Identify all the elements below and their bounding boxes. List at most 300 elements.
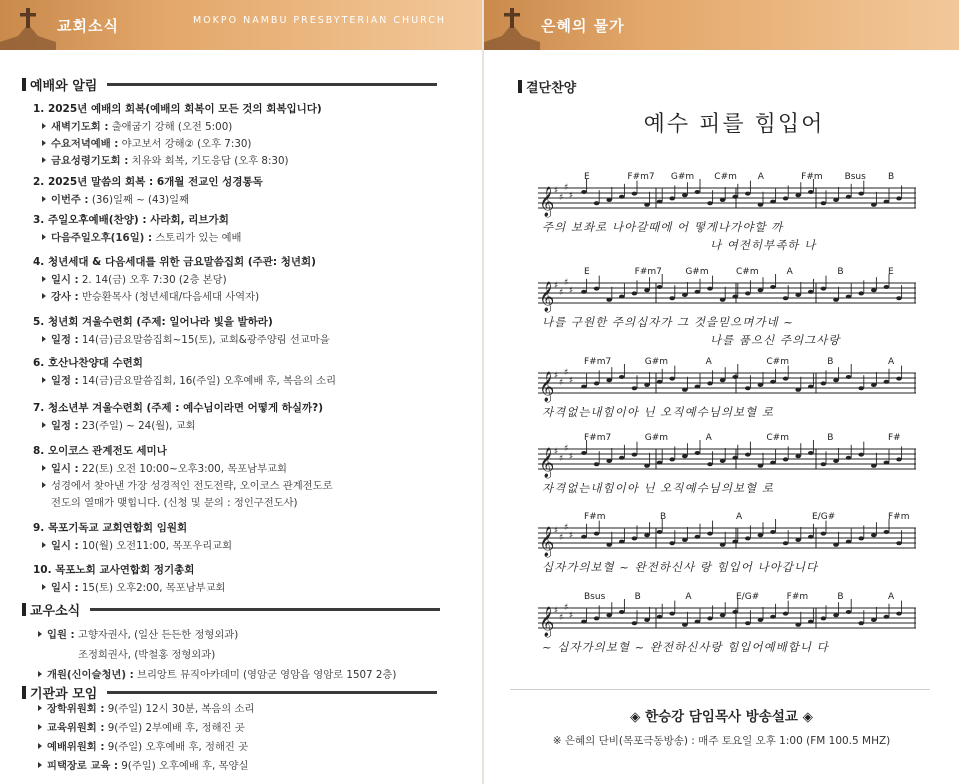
bullet-arrow-icon (42, 140, 46, 146)
note-head (758, 288, 764, 292)
note-head (594, 201, 600, 205)
note-head (657, 380, 663, 384)
note-head (821, 462, 827, 466)
sharp-icon: ♯ (554, 371, 559, 381)
note-head (644, 464, 650, 468)
note-head (707, 381, 713, 385)
note-head (858, 621, 864, 625)
sub-label: 강사 : (51, 291, 79, 303)
divider (510, 689, 930, 690)
sub-label: 일정 : (51, 334, 79, 346)
staff (538, 265, 918, 313)
sub-label: 일시 : (51, 463, 79, 475)
notice-title: 3. 주일오후예배(찬양) : 사라회, 리브가회 (33, 214, 229, 226)
sub-label: 입원 : (47, 629, 75, 641)
chord-label: A (705, 433, 712, 443)
note-head (606, 613, 612, 617)
note-head (821, 532, 827, 536)
sub-text: 반승환목사 (청년세대/다음세대 사역자) (78, 291, 260, 303)
note-head (821, 201, 827, 205)
treble-clef-icon: 𝄞 (539, 187, 555, 217)
note-head (732, 195, 738, 199)
lyric-line: 나 여전히부족하 나 (710, 238, 817, 252)
news-continued: 조정희권사, (박철홍 정형외과) (78, 649, 216, 661)
notice-title: 6. 호산나찬양대 수련회 (33, 357, 143, 369)
note-head (720, 378, 726, 382)
left-banner (0, 0, 482, 50)
bullet-arrow-icon (42, 482, 46, 488)
note-head (896, 612, 902, 616)
note-head (669, 612, 675, 616)
note-head (682, 293, 688, 297)
sharp-icon: ♯ (554, 526, 559, 536)
note-head (808, 620, 814, 624)
note-head (619, 295, 625, 299)
chord-label: E/G# (812, 512, 836, 522)
note-head (858, 192, 864, 196)
note-head (846, 610, 852, 614)
sub-text: 출애굽기 강해 (오전 5:00) (108, 121, 233, 133)
note-head (695, 451, 701, 455)
chord-label: F#m (801, 172, 823, 182)
staff (538, 170, 918, 218)
note-head (695, 290, 701, 294)
bullet-arrow-icon (42, 377, 46, 383)
notice-detail (42, 372, 336, 387)
music-system (538, 355, 918, 403)
note-head (619, 456, 625, 460)
note-head (632, 453, 638, 457)
sharp-icon: ♯ (554, 281, 559, 291)
notice-title: 5. 청년회 겨울수련회 (주제: 일어나라 빛을 발하라) (33, 316, 273, 328)
note-head (770, 615, 776, 619)
notice-detail-continued: 전도의 열매가 맺힙니다. (신청 및 문의 : 정인구전도사) (51, 497, 298, 509)
note-head (896, 541, 902, 545)
note-head (758, 203, 764, 207)
note-head (795, 623, 801, 627)
note-head (846, 540, 852, 544)
sub-label: 이번주 : (51, 194, 89, 206)
sharp-icon: ♯ (569, 376, 574, 386)
notice-detail (42, 229, 241, 244)
note-head (795, 538, 801, 542)
note-head (581, 451, 587, 455)
note-head (783, 377, 789, 381)
note-head (745, 192, 751, 196)
notice-detail (42, 477, 333, 492)
news-item (38, 626, 238, 641)
note-head (732, 375, 738, 379)
note-head (695, 620, 701, 624)
notice-title: 4. 청년세대 & 다음세대를 위한 금요말씀집회 (주관: 청년회) (33, 256, 316, 268)
note-head (871, 618, 877, 622)
note-head (871, 533, 877, 537)
note-head (833, 459, 839, 463)
note-head (783, 196, 789, 200)
section-heading-song: 결단찬양 (518, 77, 576, 96)
note-head (884, 380, 890, 384)
sub-label: 금요성령기도회 : (51, 155, 129, 167)
sharp-icon: ♯ (554, 606, 559, 616)
chord-label: G#m (670, 172, 695, 182)
sub-label: 개원(신이슬청년) : (47, 669, 134, 681)
note-head (606, 378, 612, 382)
sub-text: 22(토) 오전 10:00~오후3:00, 목포남부교회 (78, 463, 287, 475)
church-cross-icon (484, 0, 540, 50)
notice-detail (42, 417, 196, 432)
section-heading-member-news: 교우소식 (22, 600, 440, 619)
note-head (707, 287, 713, 291)
note-head (581, 290, 587, 294)
sharp-icon: ♯ (559, 288, 564, 298)
sub-label: 예배위원회 : (47, 741, 105, 753)
treble-clef-icon: 𝄞 (539, 372, 555, 402)
note-head (682, 538, 688, 542)
note-head (644, 533, 650, 537)
chord-label: B (827, 433, 834, 443)
note-head (896, 196, 902, 200)
note-head (682, 623, 688, 627)
church-cross-icon (0, 0, 56, 50)
diamond-icon: ◈ (802, 709, 814, 725)
note-head (594, 381, 600, 385)
chord-label: B (660, 512, 667, 522)
note-head (858, 453, 864, 457)
note-head (758, 464, 764, 468)
sharp-icon: ♯ (564, 183, 569, 193)
sub-text: 14(금)금요말씀집회, 16(주일) 오후예배 후, 복음의 소리 (78, 375, 337, 387)
broadcast-heading: ◈ 한승강 담임목사 방송설교 ◈ (629, 709, 814, 725)
note-head (732, 295, 738, 299)
sharp-icon: ♯ (559, 613, 564, 623)
sub-label: 일정 : (51, 375, 79, 387)
sub-text: 성경에서 찾아낸 가장 성경적인 전도전략, 오이코스 관계전도로 (51, 480, 333, 492)
note-head (783, 612, 789, 616)
note-head (644, 288, 650, 292)
note-head (632, 621, 638, 625)
bullet-arrow-icon (42, 336, 46, 342)
note-head (846, 195, 852, 199)
chord-label: A (786, 267, 793, 277)
note-head (619, 540, 625, 544)
note-head (795, 454, 801, 458)
note-head (732, 610, 738, 614)
sub-text: 2. 14(금) 오후 7:30 (2층 본당) (78, 274, 227, 286)
music-system (538, 170, 918, 218)
note-head (770, 285, 776, 289)
section-heading-worship: 예배와 알림 (22, 75, 437, 94)
banner-title: 은혜의 물가 (541, 17, 625, 35)
sharp-icon: ♯ (564, 523, 569, 533)
song-title: 예수 피를 힘입어 (643, 112, 825, 137)
notice-title: 10. 목포노회 교사연합회 정기총회 (33, 564, 195, 576)
sharp-icon: ♯ (554, 186, 559, 196)
note-head (720, 198, 726, 202)
bullet-arrow-icon (38, 671, 42, 677)
note-head (884, 615, 890, 619)
chord-label: E (888, 267, 894, 277)
note-head (606, 298, 612, 302)
note-head (821, 287, 827, 291)
music-system (538, 431, 918, 479)
sub-label: 교육위원회 : (47, 722, 105, 734)
chord-label: F#m7 (634, 267, 662, 277)
sub-label: 수요저녁예배 : (51, 138, 119, 150)
lyric-line: 나를 품으신 주의그사랑 (710, 333, 841, 347)
sub-text: 브리앙트 뮤직아카데미 (영암군 영암읍 영암로 1507 2층) (133, 669, 397, 681)
sub-text: 고향자권사, (일산 든든한 정형외과) (74, 629, 239, 641)
chord-label: F#m7 (584, 357, 612, 367)
note-head (896, 377, 902, 381)
sub-text: 9(주일) 12시 30분, 복음의 소리 (104, 703, 255, 715)
chord-label: C#m (736, 267, 759, 277)
note-head (783, 296, 789, 300)
chord-label: A (888, 357, 895, 367)
lyric-line: 나를 구원한 주의십자가 그 것을믿으며가네 ~ (542, 315, 794, 329)
note-head (657, 461, 663, 465)
note-head (846, 295, 852, 299)
sub-text: 15(토) 오후2:00, 목포남부교회 (78, 582, 226, 594)
sub-text: 23(주일) ~ 24(월), 교회 (78, 420, 196, 432)
notice-detail (42, 537, 232, 552)
note-head (619, 610, 625, 614)
notice-detail (42, 331, 330, 346)
bullet-arrow-icon (42, 234, 46, 240)
note-head (858, 291, 864, 295)
note-head (884, 285, 890, 289)
note-head (770, 461, 776, 465)
chord-label: G#m (644, 433, 669, 443)
notice-title: 9. 목포기독교 교회연합회 임원회 (33, 522, 188, 534)
right-banner (484, 0, 959, 50)
note-head (858, 536, 864, 540)
note-head (632, 291, 638, 295)
staff (538, 431, 918, 479)
note-head (732, 540, 738, 544)
note-head (770, 380, 776, 384)
note-head (644, 618, 650, 622)
note-head (594, 462, 600, 466)
treble-clef-icon: 𝄞 (539, 282, 555, 312)
chord-label: F#m (786, 592, 809, 602)
sharp-icon: ♯ (569, 452, 574, 462)
sharp-icon: ♯ (559, 193, 564, 203)
bullet-arrow-icon (38, 705, 42, 711)
note-head (871, 383, 877, 387)
notice-detail (42, 271, 227, 286)
note-head (619, 375, 625, 379)
treble-clef-icon: 𝄞 (539, 448, 555, 478)
sub-text: 10(월) 오전11:00, 목포우리교회 (78, 540, 233, 552)
meeting-item (38, 738, 248, 753)
note-head (821, 616, 827, 620)
note-head (783, 457, 789, 461)
sub-text: 9(주일) 오후예배 후, 정해진 곳 (104, 741, 249, 753)
note-head (833, 543, 839, 547)
note-head (581, 620, 587, 624)
sub-label: 일시 : (51, 540, 79, 552)
note-head (871, 288, 877, 292)
note-head (669, 196, 675, 200)
sub-label: 다음주일오후(16일) : (51, 232, 153, 244)
chord-label: F#m7 (584, 433, 612, 443)
sub-text: (36)일째 ~ (43)일째 (88, 194, 190, 206)
notice-title: 1. 2025년 예배의 회복(예배의 회복이 모든 것의 회복입니다) (33, 103, 322, 115)
notice-detail (42, 118, 232, 133)
notice-title: 2. 2025년 말씀의 회복 : 6개월 전교인 성경통독 (33, 176, 263, 188)
bullet-arrow-icon (42, 196, 46, 202)
note-head (581, 190, 587, 194)
sub-label: 일정 : (51, 420, 79, 432)
sharp-icon: ♯ (569, 191, 574, 201)
meeting-item (38, 757, 248, 772)
meeting-item (38, 700, 254, 715)
note-head (858, 386, 864, 390)
staff (538, 590, 918, 638)
chord-label: B (827, 357, 834, 367)
note-head (745, 453, 751, 457)
bullet-arrow-icon (38, 762, 42, 768)
sub-text: 스토리가 있는 예배 (152, 232, 242, 244)
lyric-line: ~ 십자가의보혈 ~ 완전하신사랑 힘입어예배합니 다 (542, 640, 829, 654)
bullet-arrow-icon (38, 631, 42, 637)
note-head (896, 457, 902, 461)
lyric-line: 자격없는내힘이아 닌 오직예수님의보혈 로 (542, 405, 774, 419)
note-head (846, 375, 852, 379)
chord-label: B (837, 592, 844, 602)
note-head (783, 541, 789, 545)
music-system (538, 510, 918, 558)
sharp-icon: ♯ (559, 533, 564, 543)
chord-label: G#m (685, 267, 709, 277)
music-system (538, 590, 918, 638)
note-head (682, 388, 688, 392)
notice-title: 8. 오이코스 관계전도 세미나 (33, 445, 167, 457)
note-head (594, 532, 600, 536)
note-head (644, 203, 650, 207)
note-head (594, 287, 600, 291)
chord-label: F#m7 (627, 172, 655, 182)
section-heading-meetings: 기관과 모임 (22, 683, 437, 702)
note-head (745, 621, 751, 625)
sharp-icon: ♯ (569, 286, 574, 296)
note-head (594, 616, 600, 620)
bullet-arrow-icon (42, 465, 46, 471)
note-head (833, 298, 839, 302)
chord-label: A (757, 172, 764, 182)
note-head (884, 530, 890, 534)
chord-label: E (584, 172, 590, 182)
note-head (707, 532, 713, 536)
note-head (808, 535, 814, 539)
notice-detail (42, 579, 225, 594)
note-head (871, 464, 877, 468)
staff (538, 355, 918, 403)
sharp-icon: ♯ (559, 454, 564, 464)
sub-text: 9(주일) 2부예배 후, 정해진 곳 (104, 722, 245, 734)
note-head (808, 190, 814, 194)
chord-label: A (736, 512, 743, 522)
notice-detail (42, 288, 259, 303)
chord-label: Bsus (584, 592, 606, 602)
bullet-arrow-icon (38, 724, 42, 730)
bullet-arrow-icon (42, 422, 46, 428)
chord-label: C#m (766, 433, 789, 443)
note-head (581, 385, 587, 389)
note-head (606, 198, 612, 202)
chord-label: F#m (584, 512, 606, 522)
banner-subtitle: MOKPO NAMBU PRESBYTERIAN CHURCH (193, 15, 447, 26)
sub-label: 장학위원회 : (47, 703, 105, 715)
note-head (606, 543, 612, 547)
note-head (657, 615, 663, 619)
sharp-icon: ♯ (564, 368, 569, 378)
note-head (669, 541, 675, 545)
bullet-arrow-icon (42, 293, 46, 299)
treble-clef-icon: 𝄞 (539, 607, 555, 637)
staff (538, 510, 918, 558)
note-head (732, 456, 738, 460)
bullet-arrow-icon (38, 743, 42, 749)
note-head (669, 296, 675, 300)
note-head (707, 201, 713, 205)
right-page (484, 0, 959, 784)
sharp-icon: ♯ (564, 444, 569, 454)
bullet-arrow-icon (42, 584, 46, 590)
lyric-line: 십자가의보혈 ~ 완전하신사 랑 힘입어 나아갑니다 (542, 560, 819, 574)
sharp-icon: ♯ (559, 378, 564, 388)
note-head (884, 461, 890, 465)
sub-label: 일시 : (51, 582, 79, 594)
notice-detail (42, 152, 289, 167)
banner-title: 교회소식 (57, 17, 119, 35)
sub-text: 9(주일) 오후예배 후, 목양실 (117, 760, 249, 772)
note-head (745, 291, 751, 295)
sub-label: 일시 : (51, 274, 79, 286)
note-head (808, 385, 814, 389)
chord-label: B (888, 172, 895, 182)
note-head (896, 296, 902, 300)
note-head (745, 386, 751, 390)
note-head (657, 530, 663, 534)
note-head (795, 193, 801, 197)
note-head (720, 459, 726, 463)
lyric-line: 주의 보좌로 나아갈때에 어 떻게나가야할 까 (542, 220, 784, 234)
sharp-icon: ♯ (564, 278, 569, 288)
bullet-arrow-icon (42, 123, 46, 129)
note-head (758, 618, 764, 622)
chord-label: Bsus (844, 172, 866, 182)
note-head (695, 190, 701, 194)
bullet-arrow-icon (42, 542, 46, 548)
sharp-icon: ♯ (554, 447, 559, 457)
sub-label: 새벽기도회 : (51, 121, 109, 133)
note-head (758, 533, 764, 537)
bullet-arrow-icon (42, 157, 46, 163)
note-head (871, 203, 877, 207)
note-head (669, 457, 675, 461)
notice-detail (42, 460, 287, 475)
chord-label: E (584, 267, 590, 277)
sharp-icon: ♯ (564, 603, 569, 613)
note-head (619, 195, 625, 199)
note-head (745, 536, 751, 540)
note-head (758, 383, 764, 387)
note-head (720, 543, 726, 547)
note-head (632, 386, 638, 390)
notice-detail (42, 135, 251, 150)
note-head (795, 388, 801, 392)
